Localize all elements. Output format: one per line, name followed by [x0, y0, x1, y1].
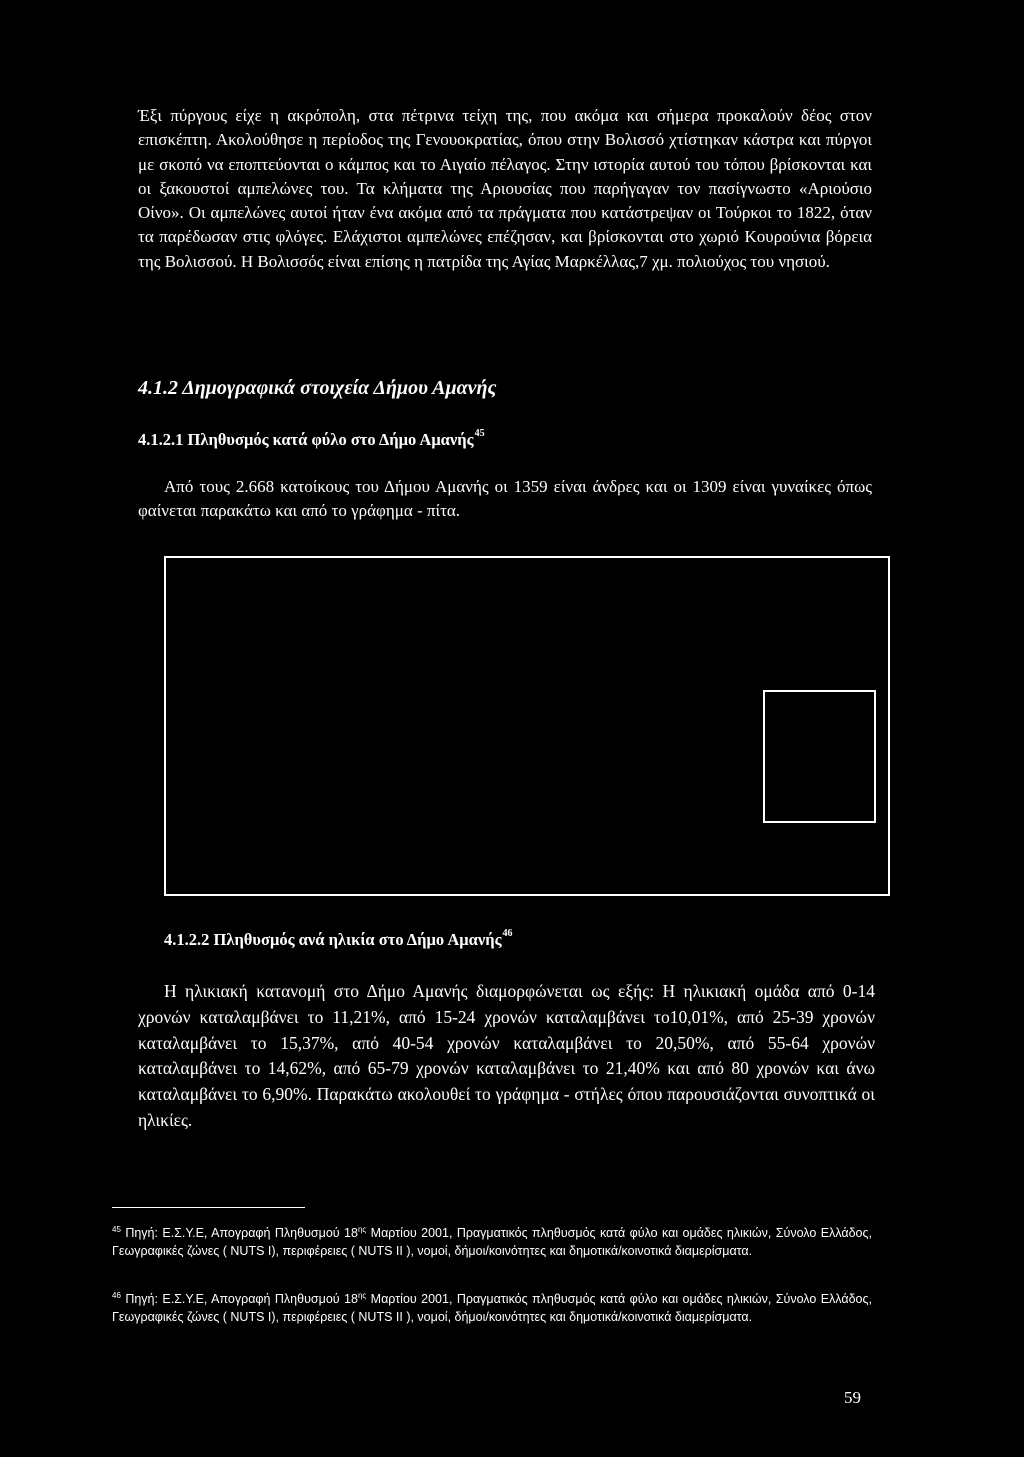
subsection-2-heading-text: 4.1.2.2 Πληθυσμός ανά ηλικία στο Δήμο Αμανής — [164, 930, 502, 949]
section-heading: 4.1.2 Δημογραφικά στοιχεία Δήμου Αμανής — [138, 377, 497, 399]
footnote-separator — [112, 1207, 305, 1208]
subsection-2-heading — [164, 928, 513, 950]
subsection-2-paragraph: Η ηλικιακή κατανομή στο Δήμο Αμανής διαμορφώνεται ως εξής: Η ηλικιακή ομάδα από 0-14 χρονών καταλαμβάνει το 11,21%, από 15-24 χρονών καταλαμβάνει το10,01%, από 25-39 χρονών καταλαμβάνει το 15,37%, από 40-54 χρονών καταλαμβάνει το 20,50%, από 55-64 χρονών καταλαμβάνει το 14,62%, από 65-79 χρονών καταλαμβάνει το 21,40% και από 80 χρονών και άνω καταλαμβάνει το 6,90%. Παρακάτω ακολουθεί το γράφημα - στήλες όπου παρουσιάζονται συνοπτικά οι ηλικίες. — [138, 981, 875, 1130]
pie-chart-frame — [164, 556, 890, 896]
subsection-1-footnote-ref: 45 — [474, 428, 485, 439]
footnote-46 — [112, 1287, 872, 1327]
footnote-45-number: 45 — [112, 1225, 121, 1234]
intro-paragraph: Έξι πύργους είχε η ακρόπολη, στα πέτρινα τείχη της, που ακόμα και σήμερα προκαλούν δέος στον επισκέπτη. Ακολούθησε η περίοδος της Γενουοκρατίας, όπου στην Βολισσό χτίστηκαν κάστρα και πύργοι με σκοπό να εποπτεύονται ο κάμπος και το Αιγαίο πέλαγος. Στην ιστορία αυτού του τόπου βρίσκονται και οι ξακουστοί αμπελώνες του. Τα κλήματα της Αριουσίας που παρήγαγαν τον πασίγνωστο «Αριούσιο Οίνο». Οι αμπελώνες αυτοί ήταν ένα ακόμα από τα πράγματα που κατάστρεψαν οι Τούρκοι το 1822, όταν τα παρέδωσαν στις φλόγες. Ελάχιστοι αμπελώνες επέζησαν, και βρίσκονται στο χωριό Κουρούνια βόρεια της Βολισσού. Η Βολισσός είναι επίσης η πατρίδα της Αγίας Μαρκέλλας,7 χμ. πολιούχος του νησιού. — [138, 106, 872, 271]
subsection-1-paragraph: Από τους 2.668 κατοίκους του Δήμου Αμανής οι 1359 είναι άνδρες και οι 1309 είναι γυναίκες όπως φαίνεται παρακάτω και από το γράφημα - πίτα. — [138, 477, 872, 521]
footnote-46-sup: ης — [357, 1291, 367, 1300]
footnote-46-number: 46 — [112, 1291, 121, 1300]
footnote-45-post: Μαρτίου 2001, Πραγματικός πληθυσμός κατά φύλο και ομάδες ηλικιών, Σύνολο Ελλάδος, Γεωγραφικές ζώνες ( NUTS I), περιφέρειες ( NUTS II ), νομοί, δήμοι/κοινότητες και δημοτικά/κοινοτικά διαμερίσματα. — [112, 1226, 872, 1259]
footnote-46-pre: Πηγή: Ε.Σ.Υ.Ε, Απογραφή Πληθυσμού 18 — [125, 1292, 358, 1306]
footnote-45-pre: Πηγή: Ε.Σ.Υ.Ε, Απογραφή Πληθυσμού 18 — [125, 1226, 358, 1240]
page-number: 59 — [844, 1388, 861, 1407]
footnote-46-post: Μαρτίου 2001, Πραγματικός πληθυσμός κατά φύλο και ομάδες ηλικιών, Σύνολο Ελλάδος, Γεωγραφικές ζώνες ( NUTS I), περιφέρειες ( NUTS II ), νομοί, δήμοι/κοινότητες και δημοτικά/κοινοτικά διαμερίσματα. — [112, 1292, 872, 1325]
footnote-45 — [112, 1221, 872, 1261]
subsection-2-footnote-ref: 46 — [502, 928, 513, 939]
subsection-1-heading — [138, 428, 485, 450]
subsection-1-heading-text: 4.1.2.1 Πληθυσμός κατά φύλο στο Δήμο Αμανής — [138, 430, 474, 449]
footnote-45-sup: ης — [357, 1225, 367, 1234]
pie-chart-legend-box — [763, 690, 876, 823]
